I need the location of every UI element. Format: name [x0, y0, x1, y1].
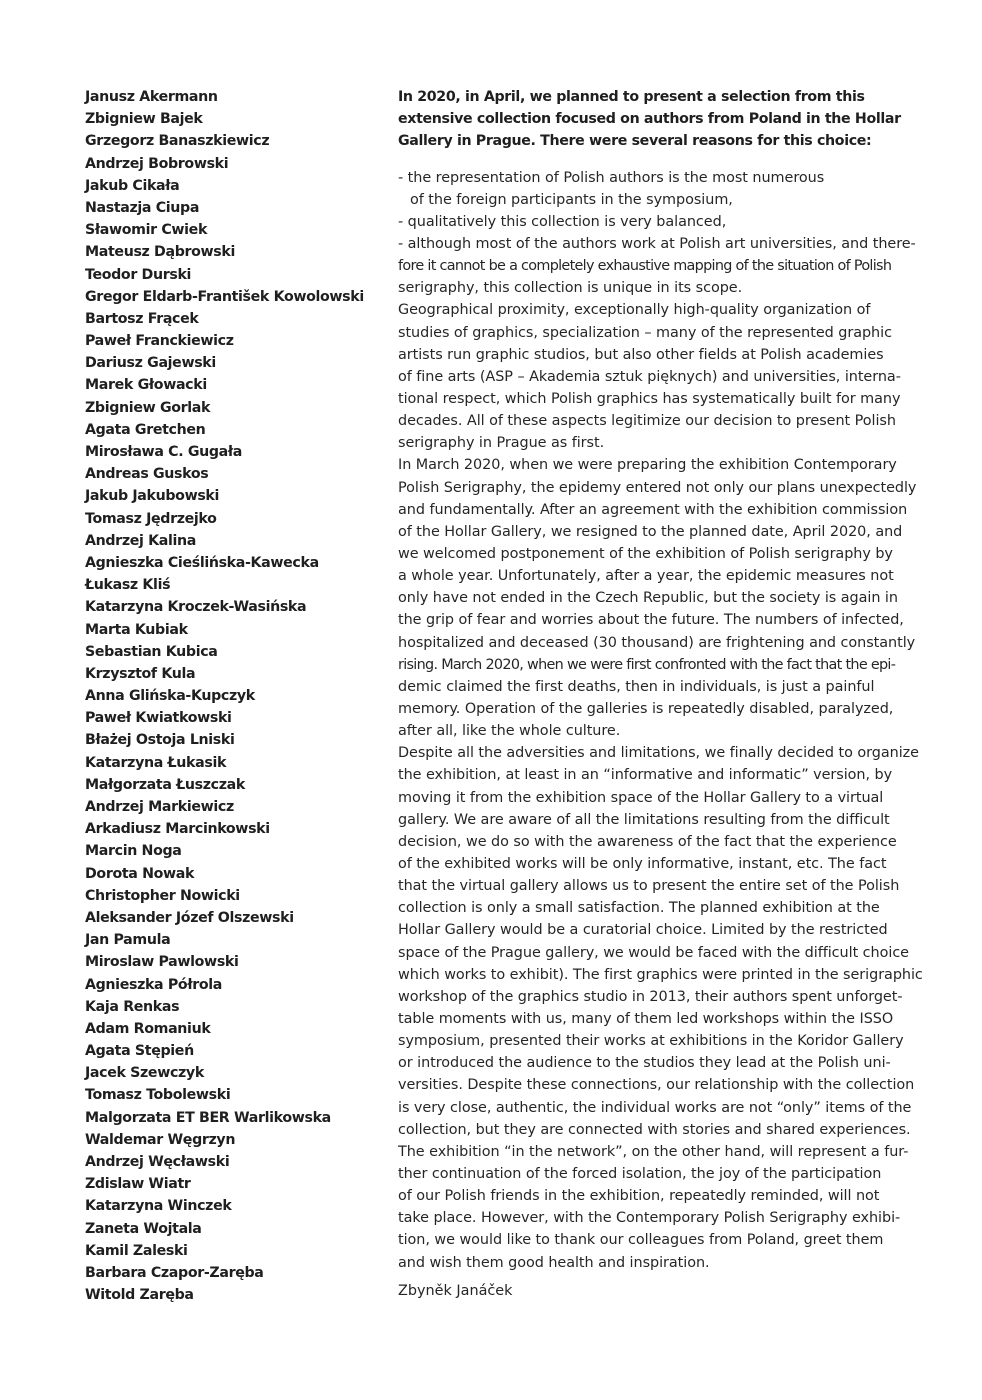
artist-name: Jacek Szewczyk	[85, 1065, 204, 1082]
artist-name: Marta Kubiak	[85, 621, 188, 638]
text-line: In March 2020, when we were preparing the exhibition Contemporary	[398, 457, 897, 474]
artist-name: Krzysztof Kula	[85, 665, 196, 682]
artist-name: Andreas Guskos	[85, 466, 209, 483]
artist-name: Andrzej Markiewicz	[85, 799, 234, 815]
text-line: - the representation of Polish authors is the most numerous	[398, 169, 825, 186]
text-line: tional respect, which Polish graphics has systematically built for many	[398, 391, 901, 408]
text-line: Despite all the adversities and limitations, we finally decided to organize	[398, 745, 919, 762]
artist-name: Małgorzata Łuszczak	[85, 776, 245, 793]
artist-name: Zbigniew Bajek	[85, 111, 203, 128]
artist-name: Gregor Eldarb-František Kowolowski	[85, 288, 364, 305]
artist-name: Paweł Franckiewicz	[85, 333, 234, 350]
artist-name: Miroslaw Pawlowski	[85, 954, 239, 971]
text-line: of fine arts (ASP – Akademia sztuk pięknych) and universities, interna-	[398, 368, 901, 385]
text-line: take place. However, with the Contemporary Polish Serigraphy exhibi-	[398, 1210, 901, 1227]
text-line: versities. Despite these connections, our relationship with the collection	[398, 1077, 915, 1094]
text-line: decision, we do so with the awareness of the fact that the experience	[398, 833, 897, 850]
artist-name: Adam Romaniuk	[85, 1020, 211, 1037]
text-line: studies of graphics, specialization – many of the represented graphic	[398, 324, 892, 341]
text-line: ther continuation of the forced isolation, the joy of the participation	[398, 1165, 882, 1182]
text-line: space of the Prague gallery, we would be faced with the difficult choice	[398, 944, 909, 961]
artist-name: Aleksander Józef Olszewski	[85, 909, 294, 926]
text-line: Geographical proximity, exceptionally high-quality organization of	[398, 302, 871, 319]
text-line: Hollar Gallery would be a curatorial choice. Limited by the restricted	[398, 922, 888, 939]
text-line: of the foreign participants in the symposium,	[410, 191, 733, 208]
text-line: a whole year. Unfortunately, after a year, the epidemic measures not	[398, 568, 894, 585]
text-line: or introduced the audience to the studios they lead at the Polish uni-	[398, 1055, 891, 1072]
text-line: rising. March 2020, when we were first confronted with the fact that the epi-	[398, 656, 896, 673]
artist-name: Zaneta Wojtala	[85, 1220, 202, 1237]
artist-name: Agata Gretchen	[85, 421, 206, 438]
artist-name: Arkadiusz Marcinkowski	[85, 821, 270, 838]
artist-name: Tomasz Jędrzejko	[85, 510, 217, 527]
text-line: of our Polish friends in the exhibition, repeatedly reminded, will not	[398, 1188, 880, 1205]
artist-name: Marek Głowacki	[85, 377, 207, 394]
text-line: we welcomed postponement of the exhibition of Polish serigraphy by	[398, 546, 893, 562]
artist-name: Mirosława C. Gugała	[85, 444, 243, 460]
essay-body	[398, 167, 923, 1274]
text-line: - qualitatively this collection is very balanced,	[398, 213, 727, 230]
artist-name: Waldemar Węgrzyn	[85, 1131, 236, 1148]
artist-name: Andrzej Bobrowski	[85, 155, 229, 172]
artist-name: Grzegorz Banaszkiewicz	[85, 133, 270, 150]
artist-name: Tomasz Tobolewski	[85, 1087, 231, 1104]
text-line: serigraphy, this collection is unique in its scope.	[398, 280, 743, 297]
text-line: fore it cannot be a completely exhaustive mapping of the situation of Polish	[398, 258, 892, 275]
text-line: tion, we would like to thank our colleagues from Poland, greet them	[398, 1232, 884, 1249]
artist-name: Nastazja Ciupa	[85, 199, 200, 216]
text-line: after all, like the whole culture.	[398, 723, 621, 740]
artist-name: Kamil Zaleski	[85, 1242, 188, 1259]
text-line: the grip of fear and worries about the future. The numbers of infected,	[398, 612, 904, 629]
text-line: collection, but they are connected with stories and shared experiences.	[398, 1121, 911, 1138]
text-line: Polish Serigraphy, the epidemy entered not only our plans unexpectedly	[398, 479, 917, 496]
artist-name: Kaja Renkas	[85, 998, 180, 1015]
artist-name: Agata Stępień	[85, 1043, 194, 1060]
text-line: demic claimed the first deaths, then in individuals, is just a painful	[398, 678, 875, 695]
artist-name: Dorota Nowak	[85, 865, 195, 882]
artist-name: Christopher Nowicki	[85, 887, 240, 904]
text-line: moving it from the exhibition space of the Hollar Gallery to a virtual	[398, 789, 884, 806]
text-line: - although most of the authors work at Polish art universities, and there-	[398, 236, 916, 253]
artist-name: Agnieszka Półrola	[85, 976, 223, 993]
text-line: that the virtual gallery allows us to present the entire set of the Polish	[398, 878, 900, 895]
text-line: gallery. We are aware of all the limitations resulting from the difficult	[398, 811, 890, 828]
artist-name: Sebastian Kubica	[85, 643, 218, 660]
artist-name: Paweł Kwiatkowski	[85, 710, 232, 727]
artist-name: Zbigniew Gorlak	[85, 399, 211, 416]
artist-name: Katarzyna Winczek	[85, 1198, 232, 1215]
artist-name: Jakub Cikała	[85, 177, 180, 194]
artist-name: Łukasz Kliś	[85, 577, 171, 594]
artist-name: Mateusz Dąbrowski	[85, 244, 235, 261]
artist-name: Jakub Jakubowski	[85, 488, 220, 505]
text-line: and fundamentally. After an agreement with the exhibition commission	[398, 501, 908, 518]
artist-name: Zdislaw Wiatr	[85, 1176, 191, 1193]
text-line: workshop of the graphics studio in 2013, their authors spent unforget-	[398, 988, 903, 1005]
artist-name: Katarzyna Łukasik	[85, 754, 227, 771]
artist-name: Teodor Durski	[85, 266, 192, 283]
text-line: which works to exhibit). The first graphics were printed in the serigraphic	[398, 966, 923, 983]
artist-name: Barbara Czapor-Zaręba	[85, 1264, 264, 1281]
artist-name: Błażej Ostoja Lniski	[85, 732, 235, 749]
text-line: The exhibition “in the network”, on the other hand, will represent a fur-	[398, 1143, 909, 1160]
artist-name: Andrzej Kalina	[85, 532, 196, 549]
text-line: and wish them good health and inspiration.	[398, 1254, 710, 1271]
text-line: decades. All of these aspects legitimize our decision to present Polish	[398, 413, 896, 430]
artist-name: Anna Glińska-Kupczyk	[85, 688, 255, 705]
essay-column	[398, 86, 923, 1302]
text-line: hospitalized and deceased (30 thousand) are frightening and constantly	[398, 634, 916, 651]
text-line: of the Hollar Gallery, we resigned to the planned date, April 2020, and	[398, 523, 903, 540]
artist-name: Andrzej Węcławski	[85, 1154, 230, 1170]
text-line: collection is only a small satisfaction. The planned exhibition at the	[398, 900, 880, 917]
text-line: symposium, presented their works at exhibitions in the Koridor Gallery	[398, 1033, 904, 1050]
artist-name: Agnieszka Cieślińska-Kawecka	[85, 554, 319, 571]
artist-list	[85, 86, 385, 1306]
text-line: of the exhibited works will be only informative, instant, etc. The fact	[398, 855, 887, 872]
text-line: the exhibition, at least in an “informative and informatic” version, by	[398, 767, 893, 784]
artist-name: Malgorzata ET BER Warlikowska	[85, 1109, 331, 1126]
artist-name: Sławomir Cwiek	[85, 222, 208, 239]
artist-name: Bartosz Frącek	[85, 310, 199, 327]
artist-name: Marcin Noga	[85, 843, 182, 860]
text-line: artists run graphic studios, but also other fields at Polish academies	[398, 346, 884, 363]
intro-paragraph: In 2020, in April, we planned to present a selection from this extensive collection focused on authors from Poland in the Hollar Gallery in Prague. There were several reasons for this choice:	[398, 89, 901, 150]
text-line: only have not ended in the Czech Republic, but the society is again in	[398, 590, 898, 607]
artist-name: Jan Pamula	[85, 932, 171, 949]
author-signature: Zbyněk Janáček	[398, 1282, 513, 1299]
artist-name: Katarzyna Kroczek-Wasińska	[85, 599, 307, 616]
artist-name: Dariusz Gajewski	[85, 355, 216, 372]
text-line: serigraphy in Prague as first.	[398, 435, 605, 452]
text-line: table moments with us, many of them led workshops within the ISSO	[398, 1010, 894, 1027]
text-line: memory. Operation of the galleries is repeatedly disabled, paralyzed,	[398, 700, 894, 717]
artist-name: Janusz Akermann	[85, 89, 218, 105]
artist-name: Witold Zaręba	[85, 1287, 194, 1304]
text-line: is very close, authentic, the individual works are not “only” items of the	[398, 1099, 912, 1116]
